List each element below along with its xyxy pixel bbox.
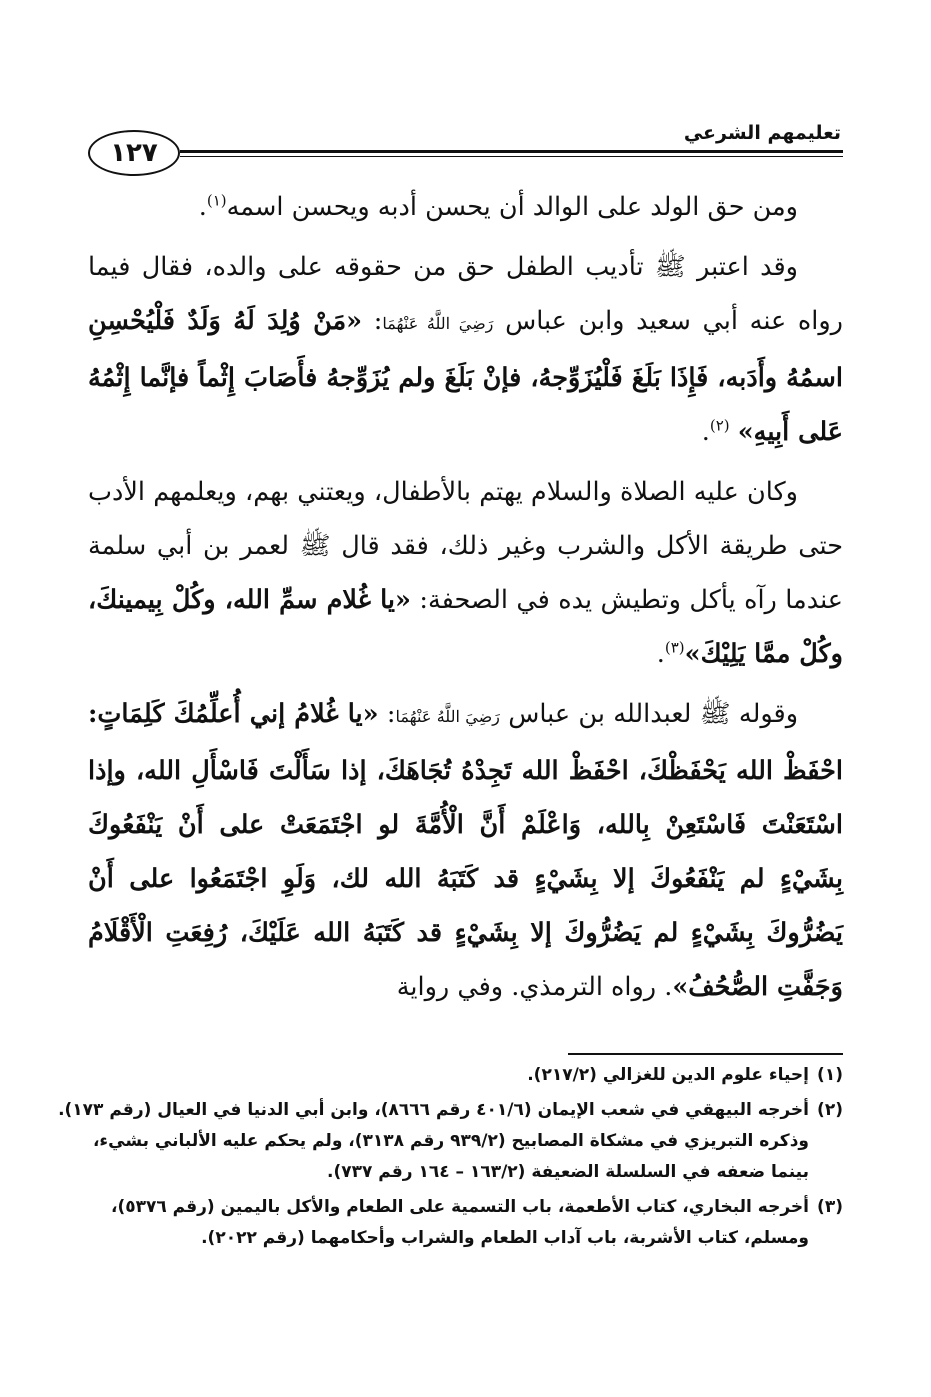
page-number: ١٢٧ (110, 138, 158, 168)
footnote-number: (٣) (817, 1197, 843, 1217)
hadith-quote-3: «يا غُلامُ إني أُعلِّمُكَ كَلِمَاتٍ: احْفَظْ الله يَحْفَظْكَ، احْفَظْ الله تَجِدْهُ تُجَاهَكَ، إذا سَأَلْتَ فَاسْأَلِ الله، وإذا اسْتَعَنْتَ فَاسْتَعِنْ بِالله، وَاعْلَمْ أَنَّ الْأُمَّةَ لو اجْتَمَعَتْ على أَنْ يَنْفَعُوكَ بِشَيْءٍ لم يَنْفَعُوكَ إلا بِشَيْءٍ قد كَتَبَهُ الله لك، وَلَوِ اجْتَمَعُوا على أَنْ يَضُرُّوكَ بِشَيْءٍ لم يَضُرُّوكَ إلا بِشَيْءٍ قد كَتَبَهُ الله عَلَيْكَ، رُفِعَتِ الْأَقْلَامُ وَجَفَّتِ الصُّحُفُ» (88, 699, 843, 1002)
footnote-line: إحياء علوم الدين للغزالي (٢١٧/٢). (527, 1065, 809, 1085)
paragraph-1-text: ومن حق الولد على الوالد أن يحسن أدبه ويحسن اسمه (226, 192, 798, 222)
honorific-radiallahu-anhuma-2: رَضِيَ اللَّهُ عَنْهُمَا (395, 707, 500, 726)
paragraph-1 (88, 180, 843, 234)
footnote-2 (58, 1095, 843, 1188)
header-rule-thin (180, 156, 843, 157)
footnote-body (88, 1060, 809, 1091)
footnote-line: بينما ضعفه في السلسلة الضعيفة (١٦٣/٢ – ١٦٤ رقم ٧٣٧). (326, 1162, 809, 1182)
running-title: تعليمهم الشرعي (683, 122, 841, 144)
paragraph-4-colon: : (386, 699, 396, 729)
header-rule-thick (180, 150, 843, 153)
paragraph-4-text: وقوله ﷺ لعبدالله بن عباس (508, 699, 799, 729)
paragraph-4-tail: . رواه الترمذي. وفي رواية (396, 972, 673, 1002)
footnote-line: أخرجه البيهقي في شعب الإيمان (٤٠١/٦ رقم ٨٦٦٦)، وابن أبي الدنيا في العيال (رقم ١٧٣). (58, 1100, 809, 1120)
hadith-quote-1: «مَنْ وُلِدَ لَهُ وَلَدٌ فَلْيُحْسِنِ اسمُهُ وأَدَبه، فَإِذَا بَلَغَ فَلْيُزَوِّجهُ، فإنْ بَلَغَ ولم يُزَوِّجهُ فأَصَابَ إِثْماً فإنَّما إِثْمُهُ عَلى أَبِيهِ» (88, 306, 843, 447)
main-text (88, 180, 843, 1014)
footnote-ref-1[interactable]: (١) (206, 191, 227, 210)
footnote-3 (88, 1192, 843, 1254)
footnote-1 (88, 1060, 843, 1091)
footnote-body (88, 1192, 809, 1254)
paragraph-2-end: . (701, 417, 710, 447)
footnote-number: (١) (817, 1065, 843, 1085)
paragraph-1-end: . (198, 192, 207, 222)
paragraph-3 (88, 465, 843, 681)
footnote-separator (568, 1053, 843, 1055)
paragraph-4 (88, 687, 843, 1014)
honorific-radiallahu-anhuma: رَضِيَ اللَّهُ عَنْهُمَا (382, 314, 494, 333)
paragraph-2-text: وقد اعتبر ﷺ تأديب الطفل حق من حقوقه على والده، فقال فيما رواه عنه أبي سعيد وابن عباس (88, 252, 843, 336)
footnote-line: ومسلم، كتاب الأشربة، باب آداب الطعام والشراب وأحكامهما (رقم ٢٠٢٢). (201, 1228, 809, 1248)
paragraph-2 (88, 240, 843, 459)
paragraph-3-text: وكان عليه الصلاة والسلام يهتم بالأطفال، ويعتني بهم، ويعلمهم الأدب حتى طريقة الأكل والشرب وغير ذلك، فقد قال ﷺ لعمر بن أبي سلمة عندما رآه يأكل وتطيش يده في الصحفة: (88, 477, 843, 615)
footnote-body (58, 1095, 809, 1188)
footnote-line: وذكره التبريزي في مشكاة المصابيح (٩٣٩/٢ رقم ٣١٣٨)، ولم يحكم عليه الألباني بشيء، (92, 1131, 809, 1151)
footnote-line: أخرجه البخاري، كتاب الأطعمة، باب التسمية على الطعام والأكل باليمين (رقم ٥٣٧٦)، (111, 1197, 809, 1217)
paragraph-3-end: . (656, 639, 665, 669)
hadith-quote-2: «يا غُلام سمِّ الله، وكُلْ بِيمينكَ، وكُلْ ممَّا يَلِيْكَ» (88, 585, 843, 669)
page-number-oval (88, 130, 180, 176)
paragraph-2-colon: : (373, 306, 383, 336)
footnote-ref-2[interactable]: (٢) (709, 416, 730, 435)
footnote-ref-3[interactable]: (٣) (664, 638, 685, 657)
footnote-number: (٢) (817, 1100, 843, 1120)
footnotes (58, 1060, 843, 1258)
